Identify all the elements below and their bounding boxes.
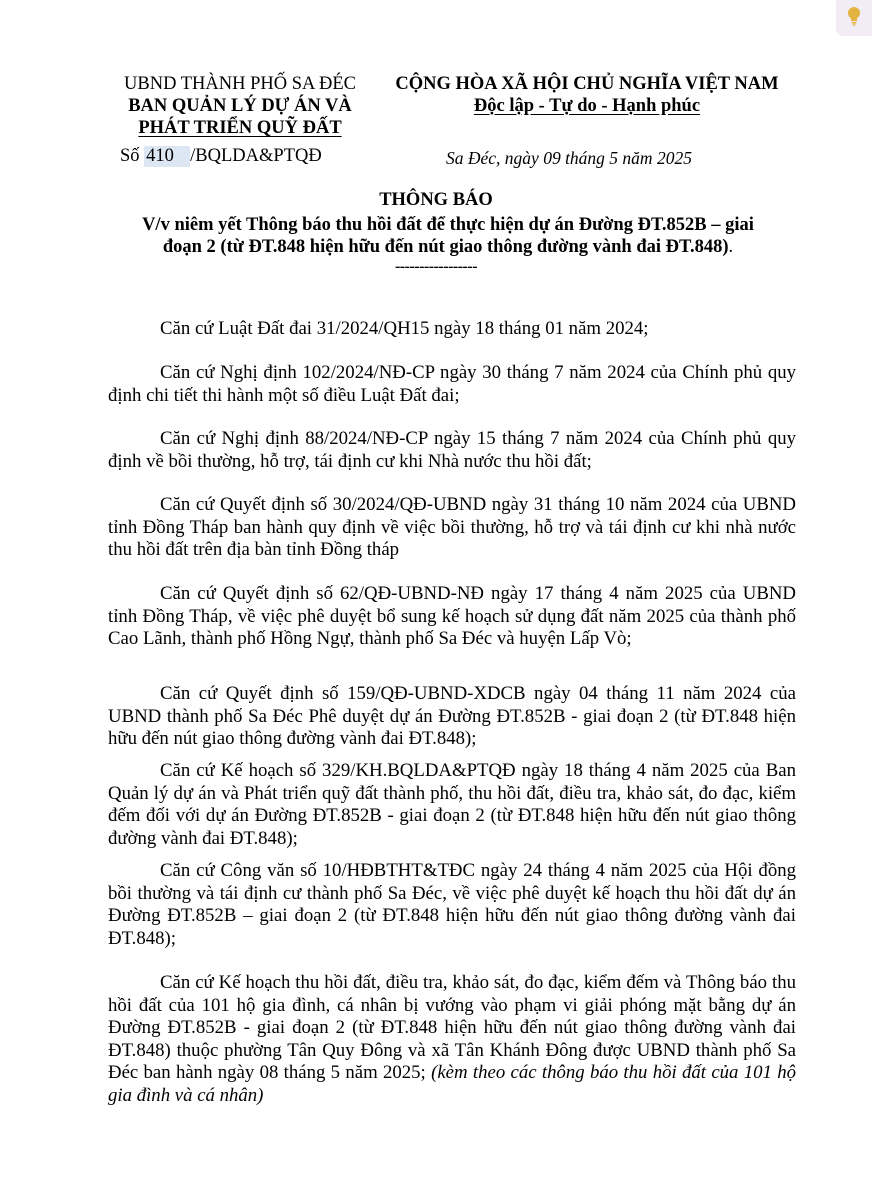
paragraph-6: Căn cứ Quyết định số 159/QĐ-UBND-XDCB ngày 04 tháng 11 năm 2024 của UBND thành phố Sa Đéc Phê duyệt dự án Đường ĐT.852B - giai đoạn 2 (từ ĐT.848 hiện hữu đến nút giao thông đường vành đai ĐT.848);: [108, 683, 796, 749]
paragraph-1: Căn cứ Luật Đất đai 31/2024/QH15 ngày 18 tháng 01 năm 2024;: [160, 318, 649, 339]
document-date: Sa Đéc, ngày 09 tháng 5 năm 2025: [446, 148, 692, 168]
document-number-suffix: /BQLDA&PTQĐ: [190, 146, 322, 166]
national-motto: Độc lập - Tự do - Hạnh phúc: [473, 96, 701, 116]
title-separator: -----------------: [394, 258, 478, 275]
subject-end: .: [728, 237, 734, 257]
document-number-prefix: Số: [120, 146, 140, 166]
document-subject: [100, 214, 796, 258]
paragraph-5: Căn cứ Quyết định số 62/QĐ-UBND-NĐ ngày 17 tháng 4 năm 2025 của UBND tỉnh Đồng Tháp, về việc phê duyệt bổ sung kế hoạch sử dụng đất năm 2025 của thành phố Cao Lãnh, thành phố Hồng Ngự, thành phố Sa Đéc và huyện Lấp Vò;: [108, 583, 796, 649]
national-motto-wrap: [380, 96, 794, 117]
issuer-unit-line2-wrap: [105, 118, 375, 139]
paragraph-9: [108, 972, 796, 1107]
paragraph-3: Căn cứ Nghị định 88/2024/NĐ-CP ngày 15 tháng 7 năm 2024 của Chính phủ quy định về bồi thường, hỗ trợ, tái định cư khi Nhà nước thu hồi đất;: [108, 428, 796, 472]
lightbulb-icon: [846, 6, 862, 31]
paragraph-2: Căn cứ Nghị định 102/2024/NĐ-CP ngày 30 tháng 7 năm 2024 của Chính phủ quy định chi tiết thi hành một số điều Luật Đất đai;: [108, 362, 796, 406]
paragraph-7: Căn cứ Kế hoạch số 329/KH.BQLDA&PTQĐ ngày 18 tháng 4 năm 2025 của Ban Quản lý dự án và Phát triển quỹ đất thành phố, thu hồi đất, điều tra, khảo sát, đo đạc, kiểm đếm đối với dự án Đường ĐT.852B - giai đoạn 2 (từ ĐT.848 hiện hữu đến nút giao thông đường vành đai ĐT.848);: [108, 760, 796, 849]
document-number: [120, 146, 322, 167]
national-title: CỘNG HÒA XÃ HỘI CHỦ NGHĨA VIỆT NAM: [395, 74, 779, 94]
subject-line-2: đoạn 2 (từ ĐT.848 hiện hữu đến nút giao thông đường vành đai ĐT.848): [162, 237, 729, 257]
paragraph-4: Căn cứ Quyết định số 30/2024/QĐ-UBND ngày 31 tháng 10 năm 2024 của UBND tỉnh Đồng Tháp ban hành quy định về việc bồi thường, hỗ trợ và tái định cư khi nhà nước thu hồi đất trên địa bàn tỉnh Đồng tháp: [108, 494, 796, 560]
paragraph-9-text: Căn cứ Kế hoạch thu hồi đất, điều tra, khảo sát, đo đạc, kiểm đếm và Thông báo thu hồi đất của 101 hộ gia đình, cá nhân bị vướng vào phạm vi giải phóng mặt bằng dự án Đường ĐT.852B - giai đoạn 2 (từ ĐT.848 hiện hữu đến nút giao thông đường vành đai ĐT.848) thuộc phường Tân Quy Đông và xã Tân Khánh Đông được UBND thành phố Sa Đéc ban hành ngày 08 tháng 5 năm 2025;: [108, 972, 796, 1083]
issuer-unit-line1: BAN QUẢN LÝ DỰ ÁN VÀ: [128, 96, 352, 116]
issuer-unit-line2: PHÁT TRIỂN QUỸ ĐẤT: [138, 118, 342, 138]
document-title: THÔNG BÁO: [379, 190, 493, 210]
subject-line-2-wrap: [100, 236, 796, 258]
hint-button[interactable]: [836, 0, 872, 36]
paragraph-8: Căn cứ Công văn số 10/HĐBTHT&TĐC ngày 24 tháng 4 năm 2025 của Hội đồng bồi thường và tái định cư thành phố Sa Đéc, về việc phê duyệt kế hoạch thu hồi đất dự án Đường ĐT.852B – giai đoạn 2 (từ ĐT.848 hiện hữu đến nút giao thông đường vành đai ĐT.848);: [108, 860, 796, 949]
document-number-value[interactable]: 410: [144, 146, 190, 167]
subject-line-1: V/v niêm yết Thông báo thu hồi đất để thực hiện dự án Đường ĐT.852B – giai: [142, 215, 754, 235]
paragraph-9-note: (kèm theo các thông báo thu hồi đất của 101 hộ gia đình và cá nhân): [108, 1062, 796, 1106]
issuer-authority: UBND THÀNH PHỐ SA ĐÉC: [124, 74, 356, 94]
